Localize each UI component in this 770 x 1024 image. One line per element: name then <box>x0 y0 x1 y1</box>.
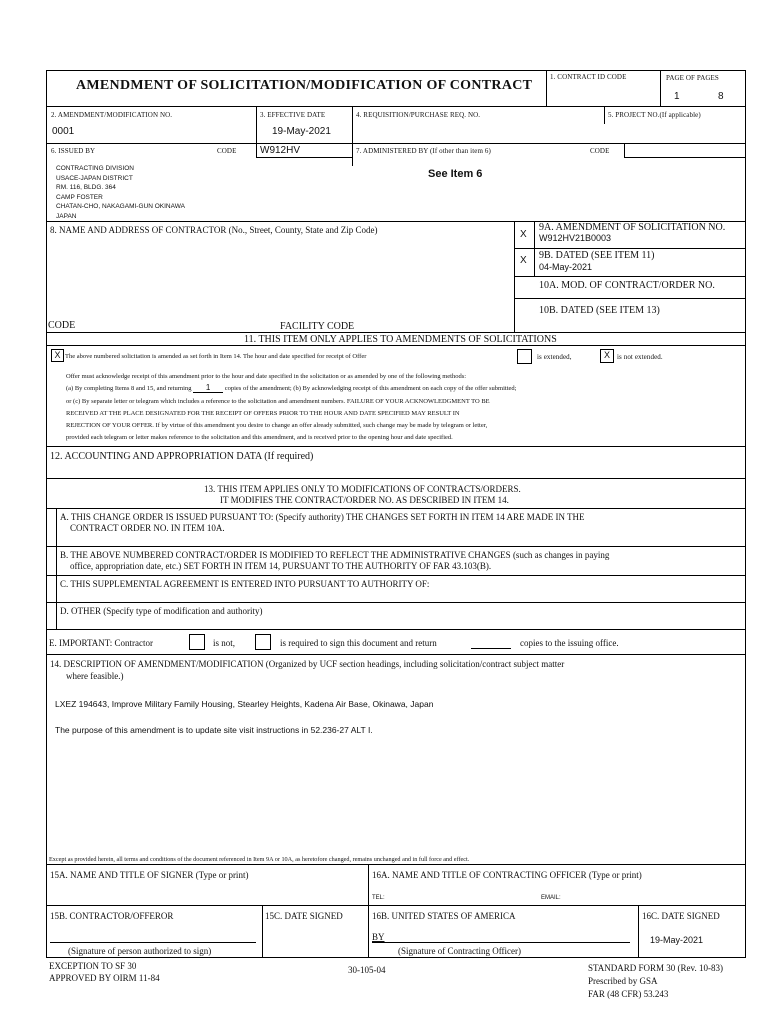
item-e-copies: copies to the issuing office. <box>520 638 619 648</box>
facility-code-label: FACILITY CODE <box>280 321 355 332</box>
item-9b-value: 04-May-2021 <box>539 262 593 272</box>
footer-form-number: 30-105-04 <box>348 965 386 975</box>
item-14-description-purpose: The purpose of this amendment is to update site visit instructions in 52.236-27 ALT I. <box>55 725 373 735</box>
ack-line: Offer must acknowledge receipt of this amendment prior to the hour and date specified in the solicitation or as amended by one of the following methods: <box>66 373 467 380</box>
footer-prescribed: Prescribed by GSA <box>588 976 658 986</box>
effective-date-value: 19-May-2021 <box>272 126 331 137</box>
footer-exception: EXCEPTION TO SF 30 <box>49 961 137 971</box>
item-e-label: E. IMPORTANT: Contractor <box>49 638 154 648</box>
item-11-title: 11. THIS ITEM ONLY APPLIES TO AMENDMENTS OF SOLICITATIONS <box>244 334 557 345</box>
item-14-description-project: LXEZ 194643, Improve Military Family Housing, Stearley Heights, Kadena Air Base, Okinawa, Japan <box>55 699 434 709</box>
ack-line-a <box>66 383 516 395</box>
is-extended-label: is extended, <box>537 353 572 361</box>
project-no-label: 5. PROJECT NO.(If applicable) <box>608 111 701 119</box>
item-9b-checkbox[interactable]: X <box>520 255 527 266</box>
item-11-checkbox[interactable]: X <box>51 349 64 362</box>
item-16c-label: 16C. DATE SIGNED <box>642 911 720 921</box>
item-13-line1: 13. THIS ITEM APPLIES ONLY TO MODIFICATIONS OF CONTRACTS/ORDERS. <box>204 484 521 494</box>
item-9a-value: W912HV21B0003 <box>539 233 612 243</box>
ack-line: provided each telegram or letter makes reference to the solicitation and this amendment, and is received prior to the opening hour and date specified. <box>66 434 453 442</box>
item-14-line2: where feasible.) <box>66 671 124 681</box>
item-16b-label: 16B. UNITED STATES OF AMERICA <box>372 911 516 921</box>
ack-line-a-text: (a) By completing Items 8 and 15, and returning <box>66 385 192 393</box>
item-10b-label: 10B. DATED (SEE ITEM 13) <box>539 305 660 316</box>
issuer-address-line: JAPAN <box>56 212 77 220</box>
ack-copies-value: 1 <box>193 384 223 393</box>
item-9a-label: 9A. AMENDMENT OF SOLICITATION NO. <box>539 222 726 233</box>
item-16c-value: 19-May-2021 <box>650 935 704 945</box>
by-label: BY <box>372 932 385 942</box>
item-13a-line2: CONTRACT ORDER NO. IN ITEM 10A. <box>70 523 225 533</box>
item-e-required: is required to sign this document and return <box>280 638 437 648</box>
administered-code-label: CODE <box>590 147 610 155</box>
item-15a-label: 15A. NAME AND TITLE OF SIGNER (Type or print) <box>50 870 249 880</box>
see-item-6: See Item 6 <box>428 168 483 180</box>
contract-id-code-label: 1. CONTRACT ID CODE <box>550 73 627 81</box>
ack-line: RECEIVED AT THE PLACE DESIGNATED FOR THE RECEIPT OF OFFERS PRIOR TO THE HOUR AND DATE SPECIFIED MAY RESULT IN <box>66 409 460 417</box>
footer-standard-form: STANDARD FORM 30 (Rev. 10-83) <box>588 963 723 973</box>
issuer-address-line: USACE-JAPAN DISTRICT <box>56 174 133 182</box>
footer-far: FAR (48 CFR) 53.243 <box>588 989 669 999</box>
item-15b-label: 15B. CONTRACTOR/OFFEROR <box>50 911 174 921</box>
administered-by-label: 7. ADMINISTERED BY (If other than item 6) <box>356 147 491 155</box>
except-text: Except as provided herein, all terms and conditions of the document referenced in Item 9A or 10A, as heretofore changed, remains unchanged and in full force and effect. <box>49 856 470 863</box>
email-label: EMAIL: <box>541 895 561 901</box>
item-10a-label: 10A. MOD. OF CONTRACT/ORDER NO. <box>539 280 715 291</box>
item-9b-label: 9B. DATED (SEE ITEM 11) <box>539 250 655 261</box>
not-extended-checkbox[interactable]: X <box>600 349 614 363</box>
issuer-address-line: RM. 116, BLDG. 364 <box>56 184 116 191</box>
item-15c-label: 15C. DATE SIGNED <box>265 911 343 921</box>
issuer-address-line: CONTRACTING DIVISION <box>56 165 135 172</box>
contractor-signature-label: (Signature of person authorized to sign) <box>68 946 212 956</box>
ack-line-b-text: copies of the amendment; (b) By acknowledging receipt of this amendment on each copy of the offer submitted; <box>224 385 517 393</box>
item-13a-line1: A. THIS CHANGE ORDER IS ISSUED PURSUANT TO: (Specify authority) THE CHANGES SET FORTH IN ITEM 14 ARE MADE IN THE <box>60 512 585 522</box>
item-13b-line2: office, appropriation date, etc.) SET FORTH IN ITEM 14, PURSUANT TO THE AUTHORITY OF FAR 43.103(B). <box>70 561 492 571</box>
item-9a-checkbox[interactable]: X <box>520 229 527 240</box>
tel-label: TEL: <box>372 895 385 901</box>
page-current: 1 <box>674 91 680 102</box>
acknowledgment-text <box>66 371 516 445</box>
page-of-pages-label: PAGE OF PAGES <box>666 74 719 82</box>
item-13-line2: IT MODIFIES THE CONTRACT/ORDER NO. AS DESCRIBED IN ITEM 14. <box>220 495 509 505</box>
issuer-address-line: CHATAN-CHO, NAKAGAMI-GUN OKINAWA <box>56 203 185 210</box>
contractor-code-label: CODE <box>48 320 76 331</box>
extended-checkbox[interactable] <box>517 349 532 364</box>
page-total: 8 <box>718 91 724 102</box>
issued-code-value: W912HV <box>260 145 301 156</box>
item-11-text: The above numbered solicitation is amended as set forth in Item 14. The hour and date specified for receipt of Offer <box>65 353 367 360</box>
item-14-line1: 14. DESCRIPTION OF AMENDMENT/MODIFICATION (Organized by UCF section headings, including solicitation/contract subject matter <box>50 659 565 669</box>
contractor-label: 8. NAME AND ADDRESS OF CONTRACTOR (No., Street, County, State and Zip Code) <box>50 225 378 235</box>
issued-by-label: 6. ISSUED BY <box>51 147 96 155</box>
is-not-extended-label: is not extended. <box>617 353 663 361</box>
amendment-no-label: 2. AMENDMENT/MODIFICATION NO. <box>51 111 173 119</box>
item-13c: C. THIS SUPPLEMENTAL AGREEMENT IS ENTERED INTO PURSUANT TO AUTHORITY OF: <box>60 579 430 589</box>
issued-code-label: CODE <box>217 147 237 155</box>
footer-approved: APPROVED BY OIRM 11-84 <box>49 973 160 983</box>
effective-date-label: 3. EFFECTIVE DATE <box>260 111 326 119</box>
item-e-is-not: is not, <box>213 638 236 648</box>
requisition-label: 4. REQUISITION/PURCHASE REQ. NO. <box>356 111 481 119</box>
is-required-checkbox[interactable] <box>255 634 271 650</box>
amendment-no-value: 0001 <box>52 126 75 137</box>
is-not-checkbox[interactable] <box>189 634 205 650</box>
item-13d: D. OTHER (Specify type of modification and authority) <box>60 606 263 616</box>
issuer-address-line: CAMP FOSTER <box>56 193 103 201</box>
ack-line: or (c) By separate letter or telegram which includes a reference to the solicitation and amendment numbers. FAILURE OF YOUR ACKNOWLEDGMENT TO BE <box>66 397 490 405</box>
item-13b-line1: B. THE ABOVE NUMBERED CONTRACT/ORDER IS MODIFIED TO REFLECT THE ADMINISTRATIVE CHANGES (such as changes in paying <box>60 550 610 560</box>
ack-line: REJECTION OF YOUR OFFER. If by virtue of this amendment you desire to change an offer already submitted, such change may be made by telegram or letter, <box>66 422 488 430</box>
issuer-address <box>56 164 185 221</box>
item-16a-label: 16A. NAME AND TITLE OF CONTRACTING OFFICER (Type or print) <box>372 870 642 880</box>
officer-signature-label: (Signature of Contracting Officer) <box>398 946 522 956</box>
form-title: AMENDMENT OF SOLICITATION/MODIFICATION OF CONTRACT <box>76 78 533 93</box>
item-12-label: 12. ACCOUNTING AND APPROPRIATION DATA (If required) <box>50 451 314 462</box>
copies-blank-line[interactable] <box>471 648 511 649</box>
